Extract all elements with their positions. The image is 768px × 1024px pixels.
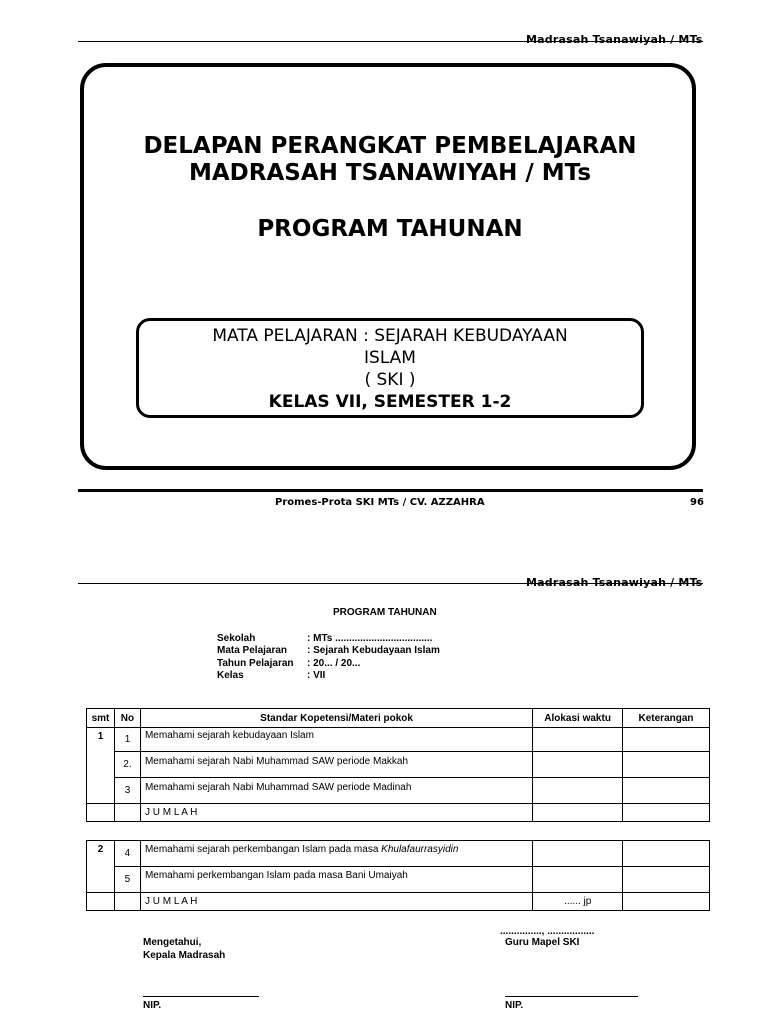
table-header-row <box>87 709 710 728</box>
cover-title-line3: PROGRAM TAHUNAN <box>257 216 523 242</box>
header-no: No <box>114 709 140 728</box>
signature-right-rule <box>505 996 638 997</box>
row-text: Memahami sejarah kebudayaan Islam <box>140 728 532 752</box>
smt-cell: 2 <box>87 841 115 893</box>
cover-title-line2: MADRASAH TSANAWIYAH / MTs <box>188 160 592 186</box>
header-alokasi: Alokasi waktu <box>533 709 623 728</box>
page2-header-text: Madrasah Tsanawiyah / MTs <box>526 576 703 589</box>
header-smt: smt <box>87 709 115 728</box>
row-text-main: Memahami sejarah perkembangan Islam pada masa <box>144 844 382 855</box>
signature-date: ..............., ................. <box>500 926 595 937</box>
signature-left-line1: Mengetahui, <box>143 937 202 948</box>
subject-line1: MATA PELAJARAN : SEJARAH KEBUDAYAAN <box>212 326 568 346</box>
table-row <box>87 752 710 778</box>
signature-right-nip: NIP. <box>505 1000 524 1011</box>
row-text-italic: Khulafaurrasyidin <box>381 844 459 855</box>
signature-left-nip: NIP. <box>143 1000 162 1011</box>
row-alokasi <box>533 728 623 752</box>
table-row <box>87 778 710 804</box>
info-value-mapel: : Sejarah Kebudayaan Islam <box>307 645 440 656</box>
row-ket <box>623 841 710 867</box>
header-sk: Standar Kopetensi/Materi pokok <box>140 709 532 728</box>
smt-cell: 1 <box>87 728 115 804</box>
jumlah-alokasi <box>533 804 623 822</box>
table-row <box>87 728 710 752</box>
row-alokasi <box>533 778 623 804</box>
row-no: 4 <box>114 841 140 867</box>
info-label-sekolah: Sekolah <box>217 633 256 644</box>
row-text: Memahami sejarah Nabi Muhammad SAW periode Makkah <box>140 752 532 778</box>
row-no: 5 <box>114 867 140 893</box>
page1-footer-text: Promes-Prota SKI MTs / CV. AZZAHRA <box>275 497 485 508</box>
signature-right-line1: Guru Mapel SKI <box>505 937 580 948</box>
jumlah-row <box>87 804 710 822</box>
row-no: 3 <box>114 778 140 804</box>
jumlah-label: J U M L A H <box>140 893 532 911</box>
info-value-kelas: : VII <box>307 670 326 681</box>
semester1-table <box>86 708 710 822</box>
info-value-sekolah: : MTs ................................... <box>307 633 433 644</box>
jumlah-ket <box>623 804 710 822</box>
jumlah-ket <box>623 893 710 911</box>
page-number: 96 <box>690 497 704 508</box>
jumlah-smt-empty <box>87 893 115 911</box>
signature-left-rule <box>143 996 259 997</box>
page1-header-text: Madrasah Tsanawiyah / MTs <box>526 33 703 46</box>
row-alokasi <box>533 752 623 778</box>
table-row <box>87 867 710 893</box>
row-no: 2. <box>114 752 140 778</box>
info-label-kelas: Kelas <box>217 670 244 681</box>
subject-line4: KELAS VII, SEMESTER 1-2 <box>268 392 512 412</box>
row-text: Memahami sejarah Nabi Muhammad SAW periode Madinah <box>140 778 532 804</box>
row-ket <box>623 728 710 752</box>
program-title: PROGRAM TAHUNAN <box>333 607 437 618</box>
row-ket <box>623 867 710 893</box>
table-row <box>87 841 710 867</box>
subject-line2: ISLAM <box>364 348 416 368</box>
semester2-table <box>86 840 710 911</box>
row-text <box>140 841 532 867</box>
jumlah-alokasi: ...... jp <box>533 893 623 911</box>
page1-footer-rule <box>78 489 703 492</box>
info-label-mapel: Mata Pelajaran <box>217 645 288 656</box>
row-alokasi <box>533 867 623 893</box>
jumlah-row <box>87 893 710 911</box>
row-no: 1 <box>114 728 140 752</box>
row-alokasi <box>533 841 623 867</box>
jumlah-no-empty <box>114 893 140 911</box>
jumlah-no-empty <box>114 804 140 822</box>
subject-line3: ( SKI ) <box>364 370 416 390</box>
jumlah-smt-empty <box>87 804 115 822</box>
cover-title-line1: DELAPAN PERANGKAT PEMBELAJARAN <box>143 133 637 159</box>
header-ket: Keterangan <box>623 709 710 728</box>
info-label-tahun: Tahun Pelajaran <box>217 658 294 669</box>
info-value-tahun: : 20... / 20... <box>307 658 361 669</box>
row-ket <box>623 752 710 778</box>
signature-left-line2: Kepala Madrasah <box>143 950 226 961</box>
row-ket <box>623 778 710 804</box>
jumlah-label: J U M L A H <box>140 804 532 822</box>
row-text: Memahami perkembangan Islam pada masa Bani Umaiyah <box>140 867 532 893</box>
